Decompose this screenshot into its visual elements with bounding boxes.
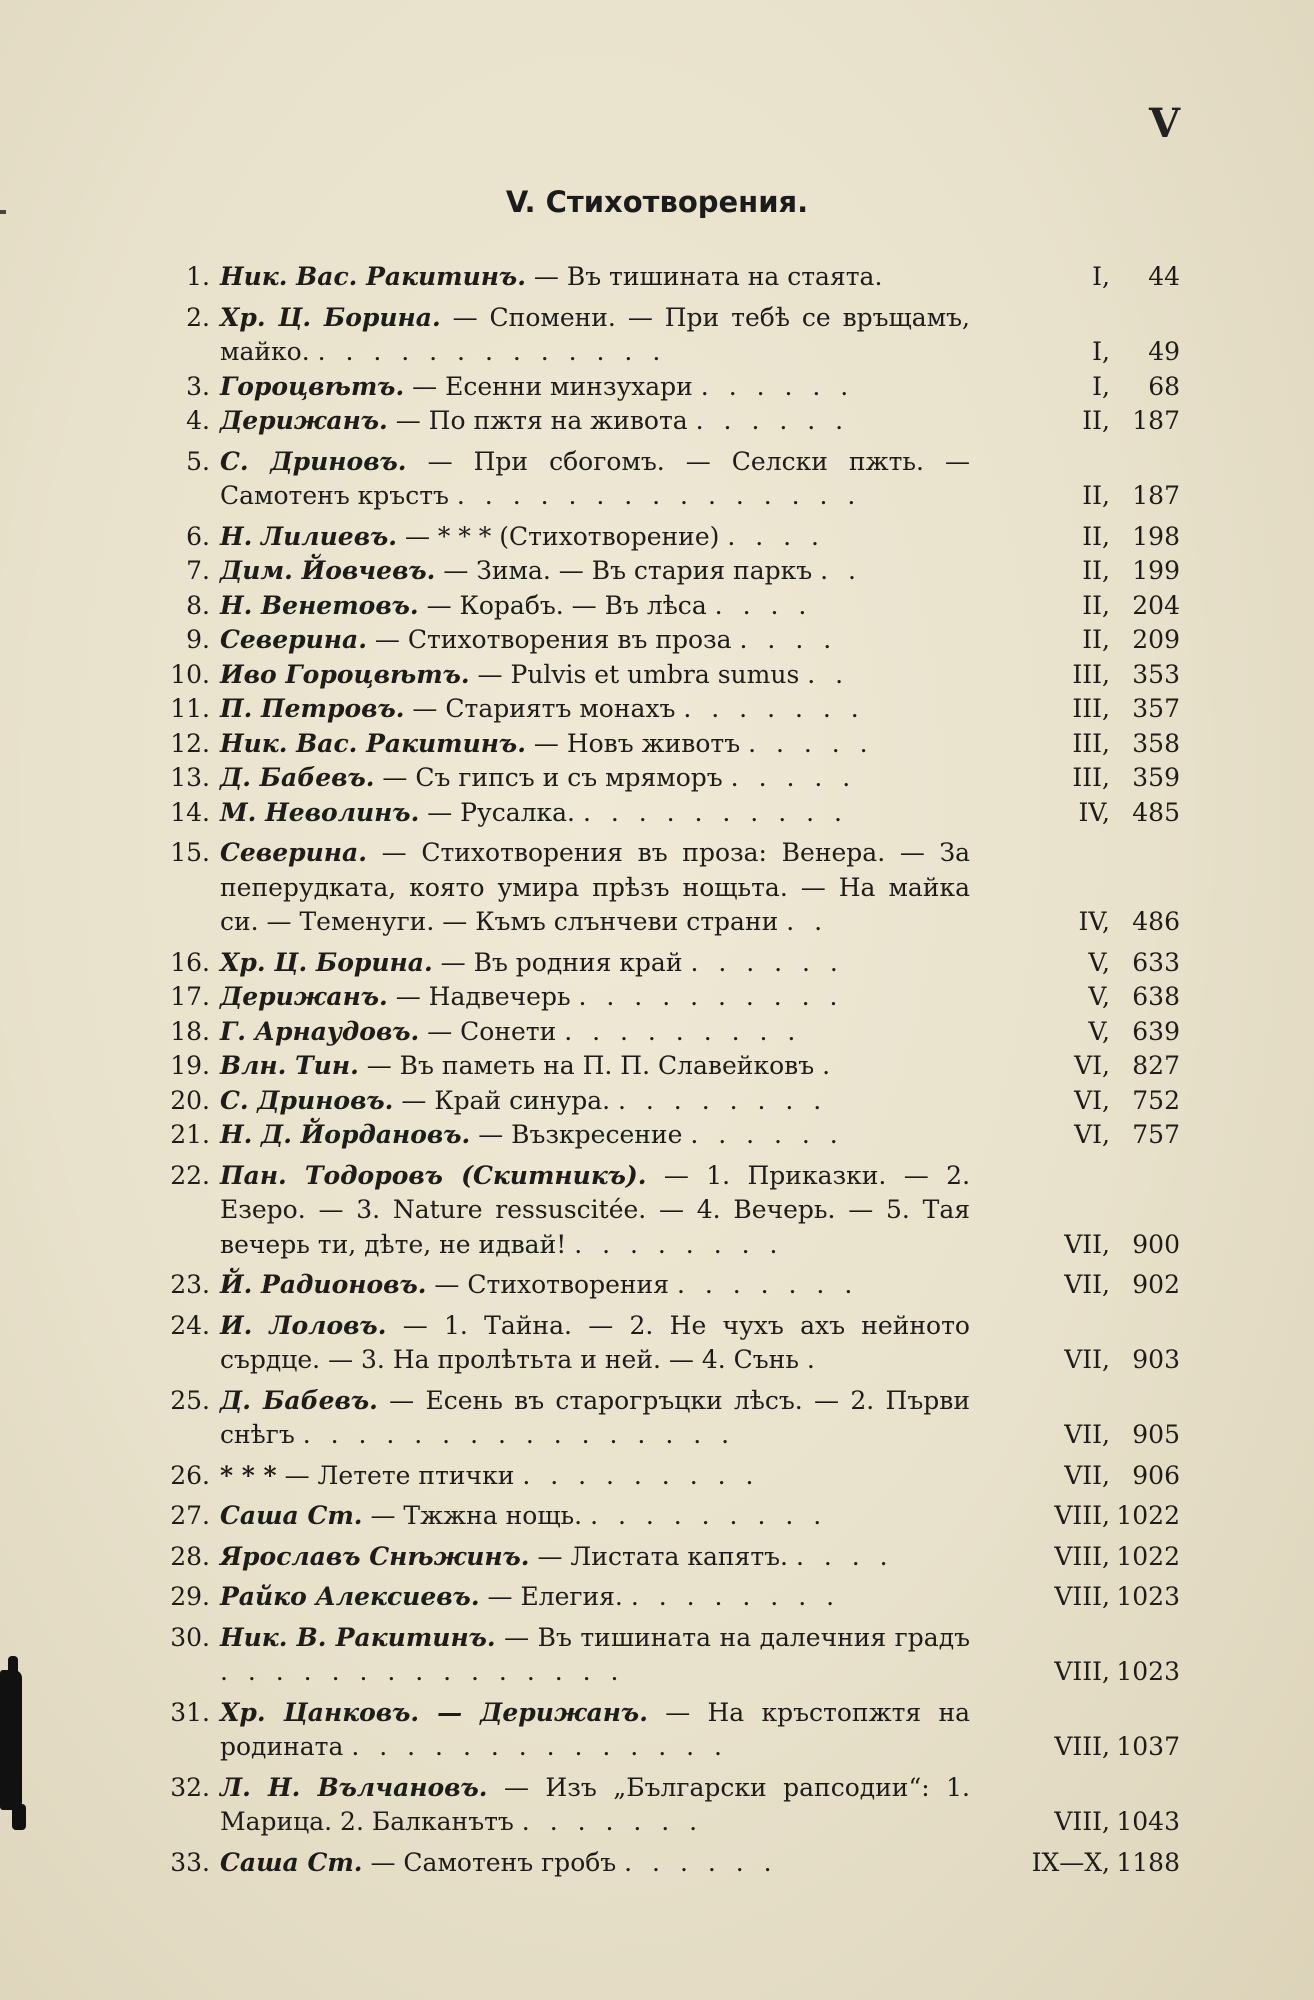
entry-number: 24. [170, 1310, 210, 1340]
toc-entry [160, 1459, 1180, 1494]
entry-author: Ярославъ Снѣжинъ. [220, 1541, 530, 1571]
leader-dots: . . [807, 659, 850, 689]
entry-number: 29. [170, 1582, 210, 1611]
leader-dots: . . . . . . [624, 1847, 778, 1877]
entry-text [220, 445, 970, 514]
entry-text [220, 1459, 970, 1494]
entry-text [220, 554, 970, 589]
entry-number: 9. [186, 625, 210, 654]
entry-page-number: 187 [1132, 406, 1180, 435]
entry-page-number: 359 [1132, 763, 1180, 792]
leader-dots: . . . . . . . . . . . . . [317, 337, 667, 366]
entry-author: С. Дриновъ. [220, 446, 407, 476]
table-of-contents [160, 260, 1180, 1880]
entry-text [220, 1499, 970, 1534]
toc-entry [160, 1268, 1180, 1303]
entry-number: 5. [186, 446, 210, 476]
entry-page-number: 198 [1132, 521, 1180, 551]
entry-volume: VIII, [1054, 1501, 1110, 1530]
entry-title: — Русалка. [427, 797, 575, 827]
entry-title: — Тжжна нощь. [370, 1501, 583, 1530]
entry-author: П. Петровъ. [220, 694, 405, 723]
entry-author: Пан. Тодоровъ (Скитникъ). [220, 1160, 647, 1190]
entry-author: Хр. Цанковъ. — Дерижанъ. [220, 1697, 648, 1727]
entry-text [220, 1384, 970, 1453]
entry-volume: VI, [1074, 1051, 1110, 1080]
entry-title: — * * * (Стихотворение) [404, 521, 720, 551]
entry-title: — Въ паметь на П. П. Славейковъ [366, 1051, 815, 1080]
entry-volume: II, [1082, 556, 1110, 585]
leader-dots: . . . . . . . . [630, 1582, 841, 1611]
entry-author: Л. Н. Вълчановъ. [220, 1772, 488, 1802]
entry-title: — Край синура. [401, 1085, 611, 1115]
toc-entry [160, 761, 1180, 796]
entry-number: 32. [170, 1772, 210, 1802]
toc-entry [160, 1015, 1180, 1050]
entry-volume: II, [1082, 590, 1110, 620]
entry-author: Дерижанъ. [220, 406, 388, 435]
entry-author: Дим. Йовчевъ. [220, 556, 436, 585]
toc-entry [160, 589, 1180, 624]
entry-author: Хр. Ц. Борина. [220, 947, 433, 977]
entry-author: Д. Бабевъ. [220, 763, 375, 792]
entry-volume: I, [1092, 262, 1110, 291]
entry-volume: VIII, [1054, 1582, 1110, 1611]
toc-entry [160, 1084, 1180, 1119]
entry-text [220, 1015, 970, 1050]
entry-title: — Стихотворения [434, 1270, 669, 1299]
entry-text [220, 692, 970, 727]
entry-page-number: 357 [1132, 694, 1180, 723]
toc-entry [160, 1540, 1180, 1575]
entry-title: — Стихотворения въ проза [374, 625, 732, 654]
entry-volume: IV, [1078, 797, 1110, 827]
toc-entry [160, 1621, 1180, 1690]
leader-dots: . . . . . . . . . . . . . . [351, 1732, 728, 1761]
entry-number: 17. [170, 982, 210, 1011]
entry-number: 10. [170, 659, 210, 689]
leader-dots: . . . . . [730, 763, 857, 792]
entry-page-number: 1022 [1116, 1541, 1180, 1571]
entry-title: — Надвечерь [395, 982, 571, 1011]
toc-entry [160, 727, 1180, 762]
entry-text [220, 260, 970, 295]
entry-title: — Съ гипсъ и съ мряморъ [382, 763, 723, 792]
entry-title: — Корабъ. — Въ лѣса [426, 590, 707, 620]
entry-text [220, 727, 970, 762]
entry-text [220, 980, 970, 1015]
toc-entry [160, 1846, 1180, 1881]
entry-page-number: 1188 [1116, 1847, 1180, 1877]
leader-dots: . . [786, 907, 829, 936]
binding-clip-shadow [0, 1670, 22, 1810]
entry-title: — Есенни минзухари [412, 371, 693, 401]
toc-entry [160, 1159, 1180, 1263]
entry-page-number: 199 [1132, 556, 1180, 585]
entry-page-number: 639 [1132, 1016, 1180, 1046]
entry-author: Гороцвѣтъ. [220, 371, 405, 401]
entry-number: 16. [170, 947, 210, 977]
entry-number: 8. [186, 590, 210, 620]
entry-volume: VII, [1064, 1345, 1110, 1374]
entry-author: Н. Венетовъ. [220, 590, 419, 620]
leader-dots: . . . . . . [690, 1120, 844, 1149]
entry-text [220, 1696, 970, 1765]
entry-author: С. Дриновъ. [220, 1085, 394, 1115]
entry-title: — Самотенъ гробъ [370, 1847, 617, 1877]
leader-dots: . . . . . . . . . [590, 1501, 828, 1530]
entry-volume: III, [1072, 694, 1110, 723]
entry-page-number: 1023 [1116, 1582, 1180, 1611]
entry-number: 18. [170, 1016, 210, 1046]
leader-dots: . . . . . . . [683, 694, 865, 723]
entry-page-number: 902 [1132, 1270, 1180, 1299]
entry-volume: VII, [1064, 1229, 1110, 1259]
entry-title: — На кръстопжтя на родината [220, 1697, 971, 1761]
leader-dots: . . . . . . . . . . . . . . . . [302, 1420, 736, 1449]
entry-text [220, 370, 970, 405]
toc-entry [160, 1580, 1180, 1615]
toc-entry [160, 623, 1180, 658]
leader-dots: . . . . . . . . . [564, 1016, 802, 1046]
toc-entry [160, 836, 1180, 940]
section-title: V. Стихотворения. [505, 185, 809, 219]
entry-page-number: 358 [1132, 728, 1180, 758]
entry-author: Н. Лилиевъ. [220, 521, 397, 551]
entry-author: Саша Ст. [220, 1847, 363, 1877]
toc-entry [160, 1696, 1180, 1765]
entry-number: 23. [170, 1270, 210, 1299]
entry-title: — Възкресение [478, 1120, 683, 1149]
entry-author: Ник. Вас. Ракитинъ. [220, 262, 526, 291]
toc-entry [160, 1309, 1180, 1378]
entry-volume: I, [1092, 337, 1110, 366]
leader-dots: . . . . . . . . . [522, 1460, 760, 1490]
entry-author: И. Лоловъ. [220, 1310, 387, 1340]
entry-volume: II, [1082, 625, 1110, 654]
entry-number: 26. [170, 1460, 210, 1490]
entry-author: Хр. Ц. Борина. [220, 302, 441, 332]
entry-page-number: 1023 [1116, 1657, 1180, 1686]
entry-page-number: 757 [1132, 1120, 1180, 1149]
entry-text [220, 1049, 970, 1084]
entry-text [220, 1084, 970, 1119]
entry-page-number: 905 [1132, 1420, 1180, 1449]
entry-text [220, 1621, 970, 1690]
toc-entry [160, 554, 1180, 589]
entry-author: Ник. В. Ракитинъ. [220, 1622, 496, 1652]
entry-volume: III, [1072, 659, 1110, 689]
entry-title: — Летете птички [284, 1460, 515, 1490]
entry-text [220, 1118, 970, 1153]
entry-volume: VIII, [1054, 1541, 1110, 1571]
entry-text [220, 404, 970, 439]
entry-text [220, 796, 970, 831]
entry-volume: V, [1088, 982, 1110, 1011]
entry-text [220, 1846, 970, 1881]
entry-number: 3. [186, 371, 210, 401]
entry-title: — Стариятъ монахъ [412, 694, 676, 723]
entry-title: — Новъ животъ [533, 728, 741, 758]
toc-entry [160, 1384, 1180, 1453]
leader-dots: . [806, 1345, 821, 1374]
toc-entry [160, 692, 1180, 727]
entry-title: — Въ тишината на далечния градъ [504, 1622, 970, 1652]
entry-volume: II, [1082, 406, 1110, 435]
entry-title: — Въ родния край [440, 947, 683, 977]
entry-volume: II, [1082, 521, 1110, 551]
entry-volume: VIII, [1054, 1732, 1110, 1761]
entry-text [220, 520, 970, 555]
entry-page-number: 1043 [1116, 1807, 1180, 1836]
toc-entry [160, 980, 1180, 1015]
entry-volume: VIII, [1054, 1807, 1110, 1836]
leader-dots: . . . . [727, 521, 825, 551]
entry-text [220, 946, 970, 981]
entry-title: — Стихотворения въ проза: Венера. — За пеперудката, която умира прѣзъ нощьта. — На майка си. — Теменуги. — Къмъ слънчеви страни [220, 838, 970, 936]
entry-number: 20. [170, 1085, 210, 1115]
leader-dots: . . . . [714, 590, 813, 620]
leader-dots: . . . . . [748, 728, 874, 758]
toc-entry [160, 796, 1180, 831]
entry-title: — Спомени. — При тебѣ се връщамъ, майко. [220, 302, 971, 366]
entry-volume: II, [1082, 481, 1110, 510]
toc-entry [160, 1771, 1180, 1840]
entry-author: Н. Д. Йордановъ. [220, 1120, 471, 1149]
entry-page-number: 44 [1148, 262, 1180, 291]
leader-dots: . . . . . . . [676, 1270, 859, 1299]
toc-entry [160, 946, 1180, 981]
entry-number: 12. [170, 728, 210, 758]
entry-author: Й. Радионовъ. [220, 1270, 427, 1299]
entry-number: 15. [170, 838, 210, 867]
entry-page-number: 353 [1132, 659, 1180, 689]
toc-entry [160, 1499, 1180, 1534]
entry-page-number: 485 [1132, 797, 1180, 827]
toc-entry [160, 260, 1180, 295]
entry-number: 25. [170, 1385, 210, 1415]
entry-page-number: 49 [1148, 337, 1180, 366]
entry-volume: VIII, [1054, 1657, 1110, 1686]
entry-title: — Въ тишината на стаята. [533, 262, 883, 291]
toc-entry [160, 370, 1180, 405]
entry-volume: VI, [1074, 1120, 1110, 1149]
entry-page-number: 903 [1132, 1345, 1180, 1374]
entry-text [220, 761, 970, 796]
leader-dots: . . . . . . . . . . [582, 797, 848, 827]
entry-number: 4. [186, 406, 210, 435]
entry-number: 22. [170, 1160, 210, 1190]
entry-title: — Pulvis et umbra sumus [477, 659, 800, 689]
entry-title: — Листата капятъ. [537, 1541, 789, 1571]
leader-dots: . . . . . . . . . . [578, 982, 844, 1011]
entry-number: 27. [170, 1501, 210, 1530]
entry-volume: I, [1092, 371, 1110, 401]
toc-entry [160, 445, 1180, 514]
entry-page-number: 900 [1132, 1229, 1180, 1259]
entry-text [220, 1771, 970, 1840]
entry-number: 33. [170, 1847, 210, 1877]
entry-text [220, 1309, 970, 1378]
entry-text [220, 1159, 970, 1263]
entry-text [220, 301, 970, 370]
leader-dots: . [822, 1051, 837, 1080]
entry-volume: VII, [1064, 1420, 1110, 1449]
toc-entry [160, 520, 1180, 555]
page-folio: V [1148, 100, 1180, 147]
entry-title: — При сбогомъ. — Селски пжть. — Самотенъ кръстъ [220, 446, 971, 510]
entry-volume: V, [1088, 1016, 1110, 1046]
entry-author: Д. Бабевъ. [220, 1385, 378, 1415]
entry-volume: VII, [1064, 1460, 1110, 1490]
leader-dots: . . . . . . . . [574, 1229, 784, 1259]
entry-page-number: 1022 [1116, 1501, 1180, 1530]
entry-author: М. Неволинъ. [220, 797, 420, 827]
entry-page-number: 204 [1132, 590, 1180, 620]
entry-number: 21. [170, 1120, 210, 1149]
entry-title: — Зима. — Въ стария паркъ [443, 556, 813, 585]
entry-page-number: 187 [1132, 481, 1180, 510]
leader-dots: . . . . . . [690, 947, 844, 977]
entry-title: — 1. Приказки. — 2. Езеро. — 3. Nature ressuscitée. — 4. Вечерь. — 5. Тая вечерь ти, дѣте, не идвай! [220, 1160, 971, 1259]
entry-volume: VII, [1064, 1270, 1110, 1299]
entry-volume: V, [1088, 947, 1110, 977]
entry-page-number: 209 [1132, 625, 1180, 654]
entry-volume: VI, [1074, 1085, 1110, 1115]
entry-volume: III, [1072, 728, 1110, 758]
entry-page-number: 906 [1132, 1460, 1180, 1490]
entry-author: Влн. Тин. [220, 1051, 359, 1080]
entry-page-number: 638 [1132, 982, 1180, 1011]
toc-entry [160, 404, 1180, 439]
entry-number: 31. [170, 1697, 210, 1727]
entry-author: Северина. [220, 625, 367, 654]
entry-author: Иво Гороцвѣтъ. [220, 659, 470, 689]
entry-author: Дерижанъ. [220, 982, 388, 1011]
entry-volume: IX—X, [1031, 1847, 1110, 1877]
leader-dots: . . . . . . . . . . . . . . . [220, 1657, 625, 1686]
entry-text [220, 623, 970, 658]
entry-text [220, 658, 970, 693]
entry-author: * * * [220, 1460, 277, 1490]
entry-page-number: 1037 [1116, 1732, 1180, 1761]
toc-entry [160, 1049, 1180, 1084]
entry-number: 2. [186, 302, 210, 332]
entry-text [220, 1540, 970, 1575]
leader-dots: . . . . . . . [521, 1807, 704, 1836]
entry-number: 28. [170, 1541, 210, 1571]
entry-number: 7. [186, 556, 210, 585]
entry-text [220, 589, 970, 624]
entry-title: — По пжтя на живота [395, 406, 688, 435]
entry-page-number: 633 [1132, 947, 1180, 977]
toc-entry [160, 658, 1180, 693]
toc-entry [160, 301, 1180, 370]
leader-dots: . . . . . . . . . . . . . . . [456, 481, 862, 510]
entry-text [220, 836, 970, 940]
leader-dots: . . . . . . . . [618, 1085, 828, 1115]
leader-dots: . . . . [795, 1541, 894, 1571]
entry-page-number: 486 [1132, 907, 1180, 936]
entry-number: 1. [186, 262, 210, 291]
entry-number: 14. [170, 797, 210, 827]
entry-page-number: 827 [1132, 1051, 1180, 1080]
entry-title: — Сонети [427, 1016, 557, 1046]
entry-number: 11. [170, 694, 210, 723]
entry-number: 19. [170, 1051, 210, 1080]
entry-title: — 1. Тайна. — 2. Не чухъ ахъ нейното сърдце. — 3. На пролѣтьта и ней. — 4. Сънь [220, 1310, 970, 1374]
leader-dots: . . [820, 556, 862, 585]
entry-author: Северина. [220, 838, 367, 867]
leader-dots: . . . . [739, 625, 838, 654]
leader-dots: . . . . . . [695, 406, 850, 435]
entry-title: — Елегия. [487, 1582, 623, 1611]
entry-page-number: 68 [1148, 371, 1180, 401]
entry-number: 13. [170, 763, 210, 792]
entry-title: — Есень въ старогръцки лѣсъ. — 2. Първи снѣгъ [220, 1385, 970, 1449]
leader-dots: . . . . . . [700, 371, 855, 401]
entry-author: Саша Ст. [220, 1501, 363, 1530]
entry-number: 6. [186, 521, 210, 551]
entry-volume: III, [1072, 763, 1110, 792]
entry-volume: IV, [1078, 907, 1110, 936]
entry-number: 30. [170, 1622, 210, 1652]
entry-page-number: 752 [1132, 1085, 1180, 1115]
toc-entry [160, 1118, 1180, 1153]
entry-title: — Изъ „Български рапсодии“: 1. Марица. 2. Балканътъ [220, 1772, 970, 1836]
entry-author: Г. Арнаудовъ. [220, 1016, 420, 1046]
entry-author: Райко Алексиевъ. [220, 1582, 480, 1611]
entry-text [220, 1580, 970, 1615]
entry-text [220, 1268, 970, 1303]
entry-author: Ник. Вас. Ракитинъ. [220, 728, 526, 758]
